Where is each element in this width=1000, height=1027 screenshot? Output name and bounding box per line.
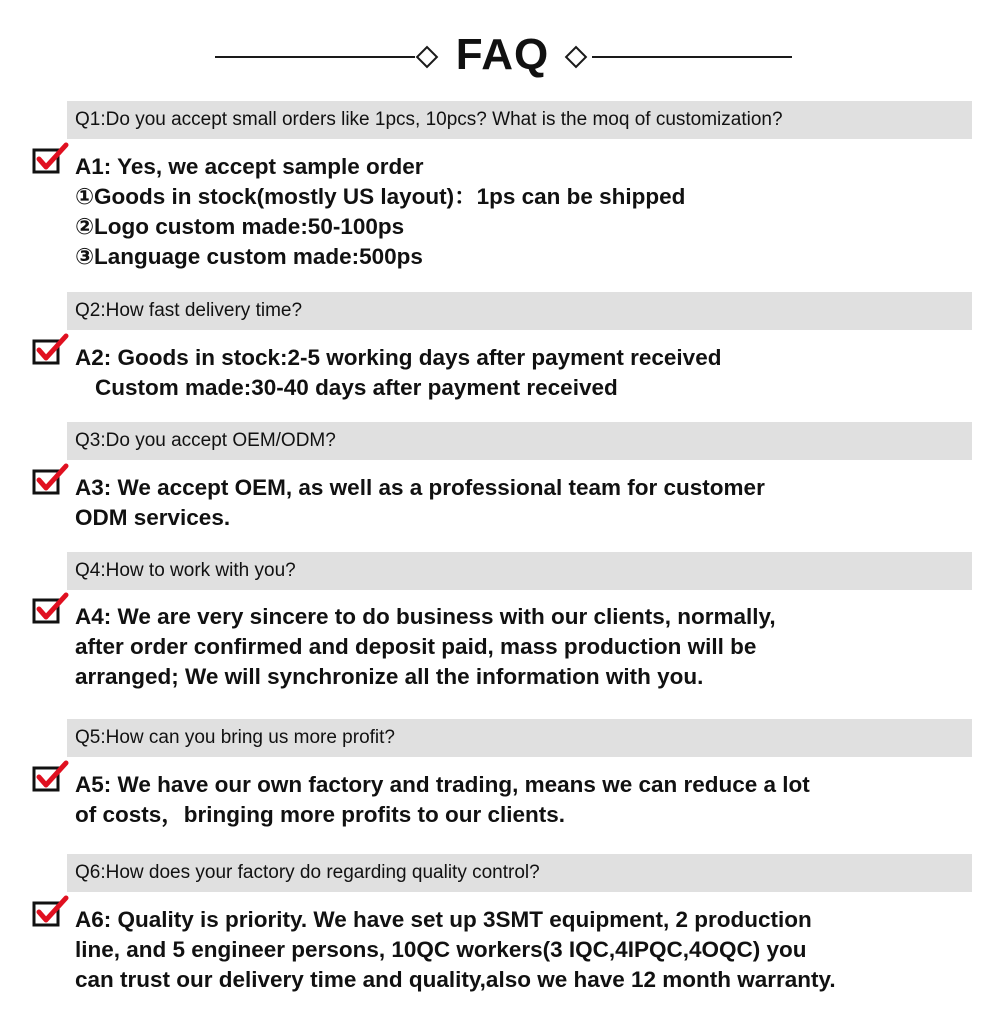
checkmark-box-icon	[32, 760, 70, 794]
question-bar: Q5:How can you bring us more profit?	[67, 719, 972, 757]
question-bar: Q6:How does your factory do regarding quality control?	[67, 854, 972, 892]
checkmark-box-icon	[32, 592, 70, 626]
question-bar: Q3:Do you accept OEM/ODM?	[67, 422, 972, 460]
answer-text	[75, 905, 836, 995]
title-rule-left	[215, 56, 415, 58]
answer-line: A1: Yes, we accept sample order	[75, 154, 424, 179]
answer-line: A4: We are very sincere to do business with our clients, normally,	[75, 604, 776, 629]
answer-line: A5: We have our own factory and trading, means we can reduce a lot	[75, 772, 810, 797]
answer-line: Custom made:30-40 days after payment received	[95, 375, 618, 400]
answer-line: of costs，bringing more profits to our clients.	[75, 802, 566, 827]
question-bar: Q2:How fast delivery time?	[67, 292, 972, 330]
answer-line: ODM services.	[75, 505, 231, 530]
question-bar: Q4:How to work with you?	[67, 552, 972, 590]
answer-line: arranged; We will synchronize all the information with you.	[75, 664, 704, 689]
answer-line: A3: We accept OEM, as well as a professional team for customer	[75, 475, 765, 500]
checkmark-box-icon	[32, 895, 70, 929]
page-title: FAQ	[455, 30, 550, 79]
answer-line: line, and 5 engineer persons, 10QC workers(3 IQC,4IPQC,4OQC) you	[75, 937, 807, 962]
answer-line: can trust our delivery time and quality,also we have 12 month warranty.	[75, 967, 836, 992]
checkmark-box-icon	[32, 142, 70, 176]
answer-line: A2: Goods in stock:2-5 working days after payment received	[75, 345, 722, 370]
diamond-icon	[416, 46, 439, 69]
answer-text	[75, 602, 776, 692]
answer-text	[75, 343, 721, 403]
answer-text	[75, 152, 685, 272]
answer-text	[75, 473, 765, 533]
question-bar: Q1:Do you accept small orders like 1pcs, 10pcs? What is the moq of customization?	[67, 101, 972, 139]
checkmark-box-icon	[32, 463, 70, 497]
diamond-icon	[565, 46, 588, 69]
answer-line: ②Logo custom made:50-100ps	[75, 214, 405, 239]
faq-header	[0, 28, 1000, 88]
checkmark-box-icon	[32, 333, 70, 367]
answer-line: A6: Quality is priority. We have set up 3SMT equipment, 2 production	[75, 907, 812, 932]
answer-text	[75, 770, 810, 830]
answer-line: ①Goods in stock(mostly US layout)：1ps can be shipped	[75, 184, 686, 209]
title-rule-right	[592, 56, 792, 58]
answer-line: after order confirmed and deposit paid, mass production will be	[75, 634, 757, 659]
answer-line: ③Language custom made:500ps	[75, 244, 423, 269]
